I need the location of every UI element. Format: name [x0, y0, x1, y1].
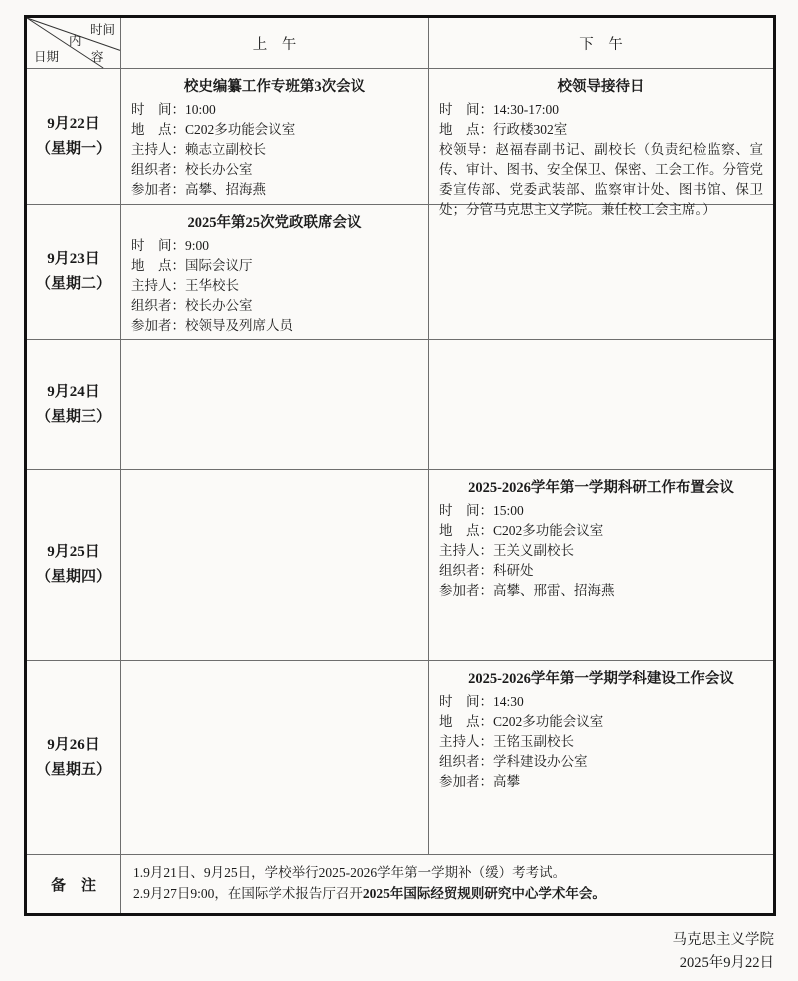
detail-line: 时 间：14:30-17:00: [439, 102, 559, 118]
weekday-text: （星期三）: [35, 408, 111, 425]
remark-text: 1.9月21日、9月25日，学校举行2025-2026学年第一学期补（缓）考考试。: [133, 865, 567, 881]
detail-line: 地 点：C202多功能会议室: [439, 713, 604, 729]
detail-line: 主持人：赖志立副校长: [131, 141, 266, 157]
corner-header-cell: [27, 18, 121, 69]
detail-line: 组织者：科研处: [439, 562, 534, 578]
detail-line: 组织者：校长办公室: [131, 297, 253, 313]
date-cell-fri: [27, 661, 121, 855]
corner-label-content-lower: 容: [91, 50, 104, 64]
remark-bold-text: 2025年国际经贸规则研究中心学术年会。: [362, 886, 606, 901]
detail-line: 组织者：校长办公室: [131, 161, 253, 177]
remark-text: 2.9月27日9:00，在国际学术报告厅召开: [133, 886, 363, 901]
weekday-text: （星期五）: [35, 761, 111, 778]
date-text: 9月25日: [47, 544, 100, 561]
meeting-title: 2025-2026学年第一学期学科建设工作会议: [468, 671, 734, 687]
date-cell-wed: [27, 340, 121, 470]
meeting-details: [439, 501, 763, 601]
corner-label-date: 日期: [34, 50, 60, 64]
weekday-text: （星期四）: [35, 569, 111, 585]
date-cell-mon: [27, 69, 121, 205]
detail-line: 组织者：学科建设办公室: [439, 753, 588, 769]
detail-line: 地 点：国际会议厅: [131, 257, 253, 273]
detail-line: 时 间：9:00: [131, 238, 210, 254]
meeting-details: [439, 100, 763, 220]
remark-line-1: [133, 863, 763, 884]
detail-line: 地 点：C202多功能会议室: [131, 121, 296, 137]
detail-line: 主持人：王铭玉副校长: [439, 733, 574, 749]
date-text: 9月24日: [47, 383, 100, 400]
detail-line: 参加者：高攀: [439, 773, 520, 789]
remarks-content: [121, 855, 773, 913]
morning-cell-tue: [121, 205, 429, 340]
morning-cell-wed: [121, 340, 429, 470]
morning-cell-fri: [121, 661, 429, 855]
date-text: 9月23日: [47, 251, 100, 268]
detail-line: 时 间：10:00: [131, 102, 216, 118]
meeting-details: [131, 236, 418, 336]
detail-line: 时 间：15:00: [439, 503, 524, 519]
weekday-text: （星期一）: [35, 140, 111, 157]
corner-label-content-upper: 内: [69, 34, 82, 48]
detail-line: 地 点：行政楼302室: [439, 121, 568, 137]
afternoon-cell-wed: [429, 340, 773, 470]
meeting-details: [131, 100, 418, 200]
detail-line: 主持人：王华校长: [131, 277, 239, 293]
morning-cell-mon: [121, 69, 429, 205]
date-cell-thu: [27, 470, 121, 661]
meeting-title: 2025年第25次党政联席会议: [187, 215, 362, 231]
afternoon-cell-thu: [429, 470, 773, 661]
afternoon-cell-mon: [429, 69, 773, 217]
date-cell-tue: [27, 205, 121, 340]
meeting-details: [439, 692, 763, 792]
detail-line: 时 间：14:30: [439, 694, 524, 710]
detail-line: 参加者：校领导及列席人员: [131, 317, 293, 333]
schedule-table: [24, 15, 776, 916]
date-text: 9月22日: [47, 115, 100, 132]
footer-organization: 马克思主义学院: [672, 932, 774, 948]
column-header-afternoon: 下 午: [429, 18, 773, 69]
column-header-morning: 上 午: [121, 18, 429, 69]
meeting-title: 校领导接待日: [557, 79, 645, 95]
corner-label-time: 时间: [89, 23, 115, 37]
date-text: 9月26日: [47, 736, 100, 753]
weekday-text: （星期二）: [35, 276, 111, 292]
morning-cell-thu: [121, 470, 429, 661]
afternoon-cell-fri: [429, 661, 773, 855]
remarks-label: 备 注: [27, 855, 121, 913]
footer-date: 2025年9月22日: [679, 955, 774, 972]
footer-signature: [673, 929, 775, 975]
meeting-title: 2025-2026学年第一学期科研工作布置会议: [468, 480, 734, 496]
detail-line: 主持人：王关义副校长: [439, 542, 574, 558]
detail-line: 地 点：C202多功能会议室: [439, 522, 604, 538]
afternoon-cell-tue: [429, 205, 773, 340]
detail-line: 参加者：高攀、招海燕: [131, 181, 266, 197]
remark-line-2: [133, 884, 763, 905]
detail-line: 参加者：高攀、邢雷、招海燕: [439, 582, 615, 598]
detail-line: 校领导：赵福春副书记、副校长（负责纪检监察、宣传、审计、图书、安全保卫、保密、工会工作。分管党委宣传部、党委武装部、监察审计处、图书馆、保卫处；分管马克思主义学院。兼任校工会主席。）: [439, 141, 763, 217]
meeting-title: 校史编纂工作专班第3次会议: [183, 79, 366, 95]
